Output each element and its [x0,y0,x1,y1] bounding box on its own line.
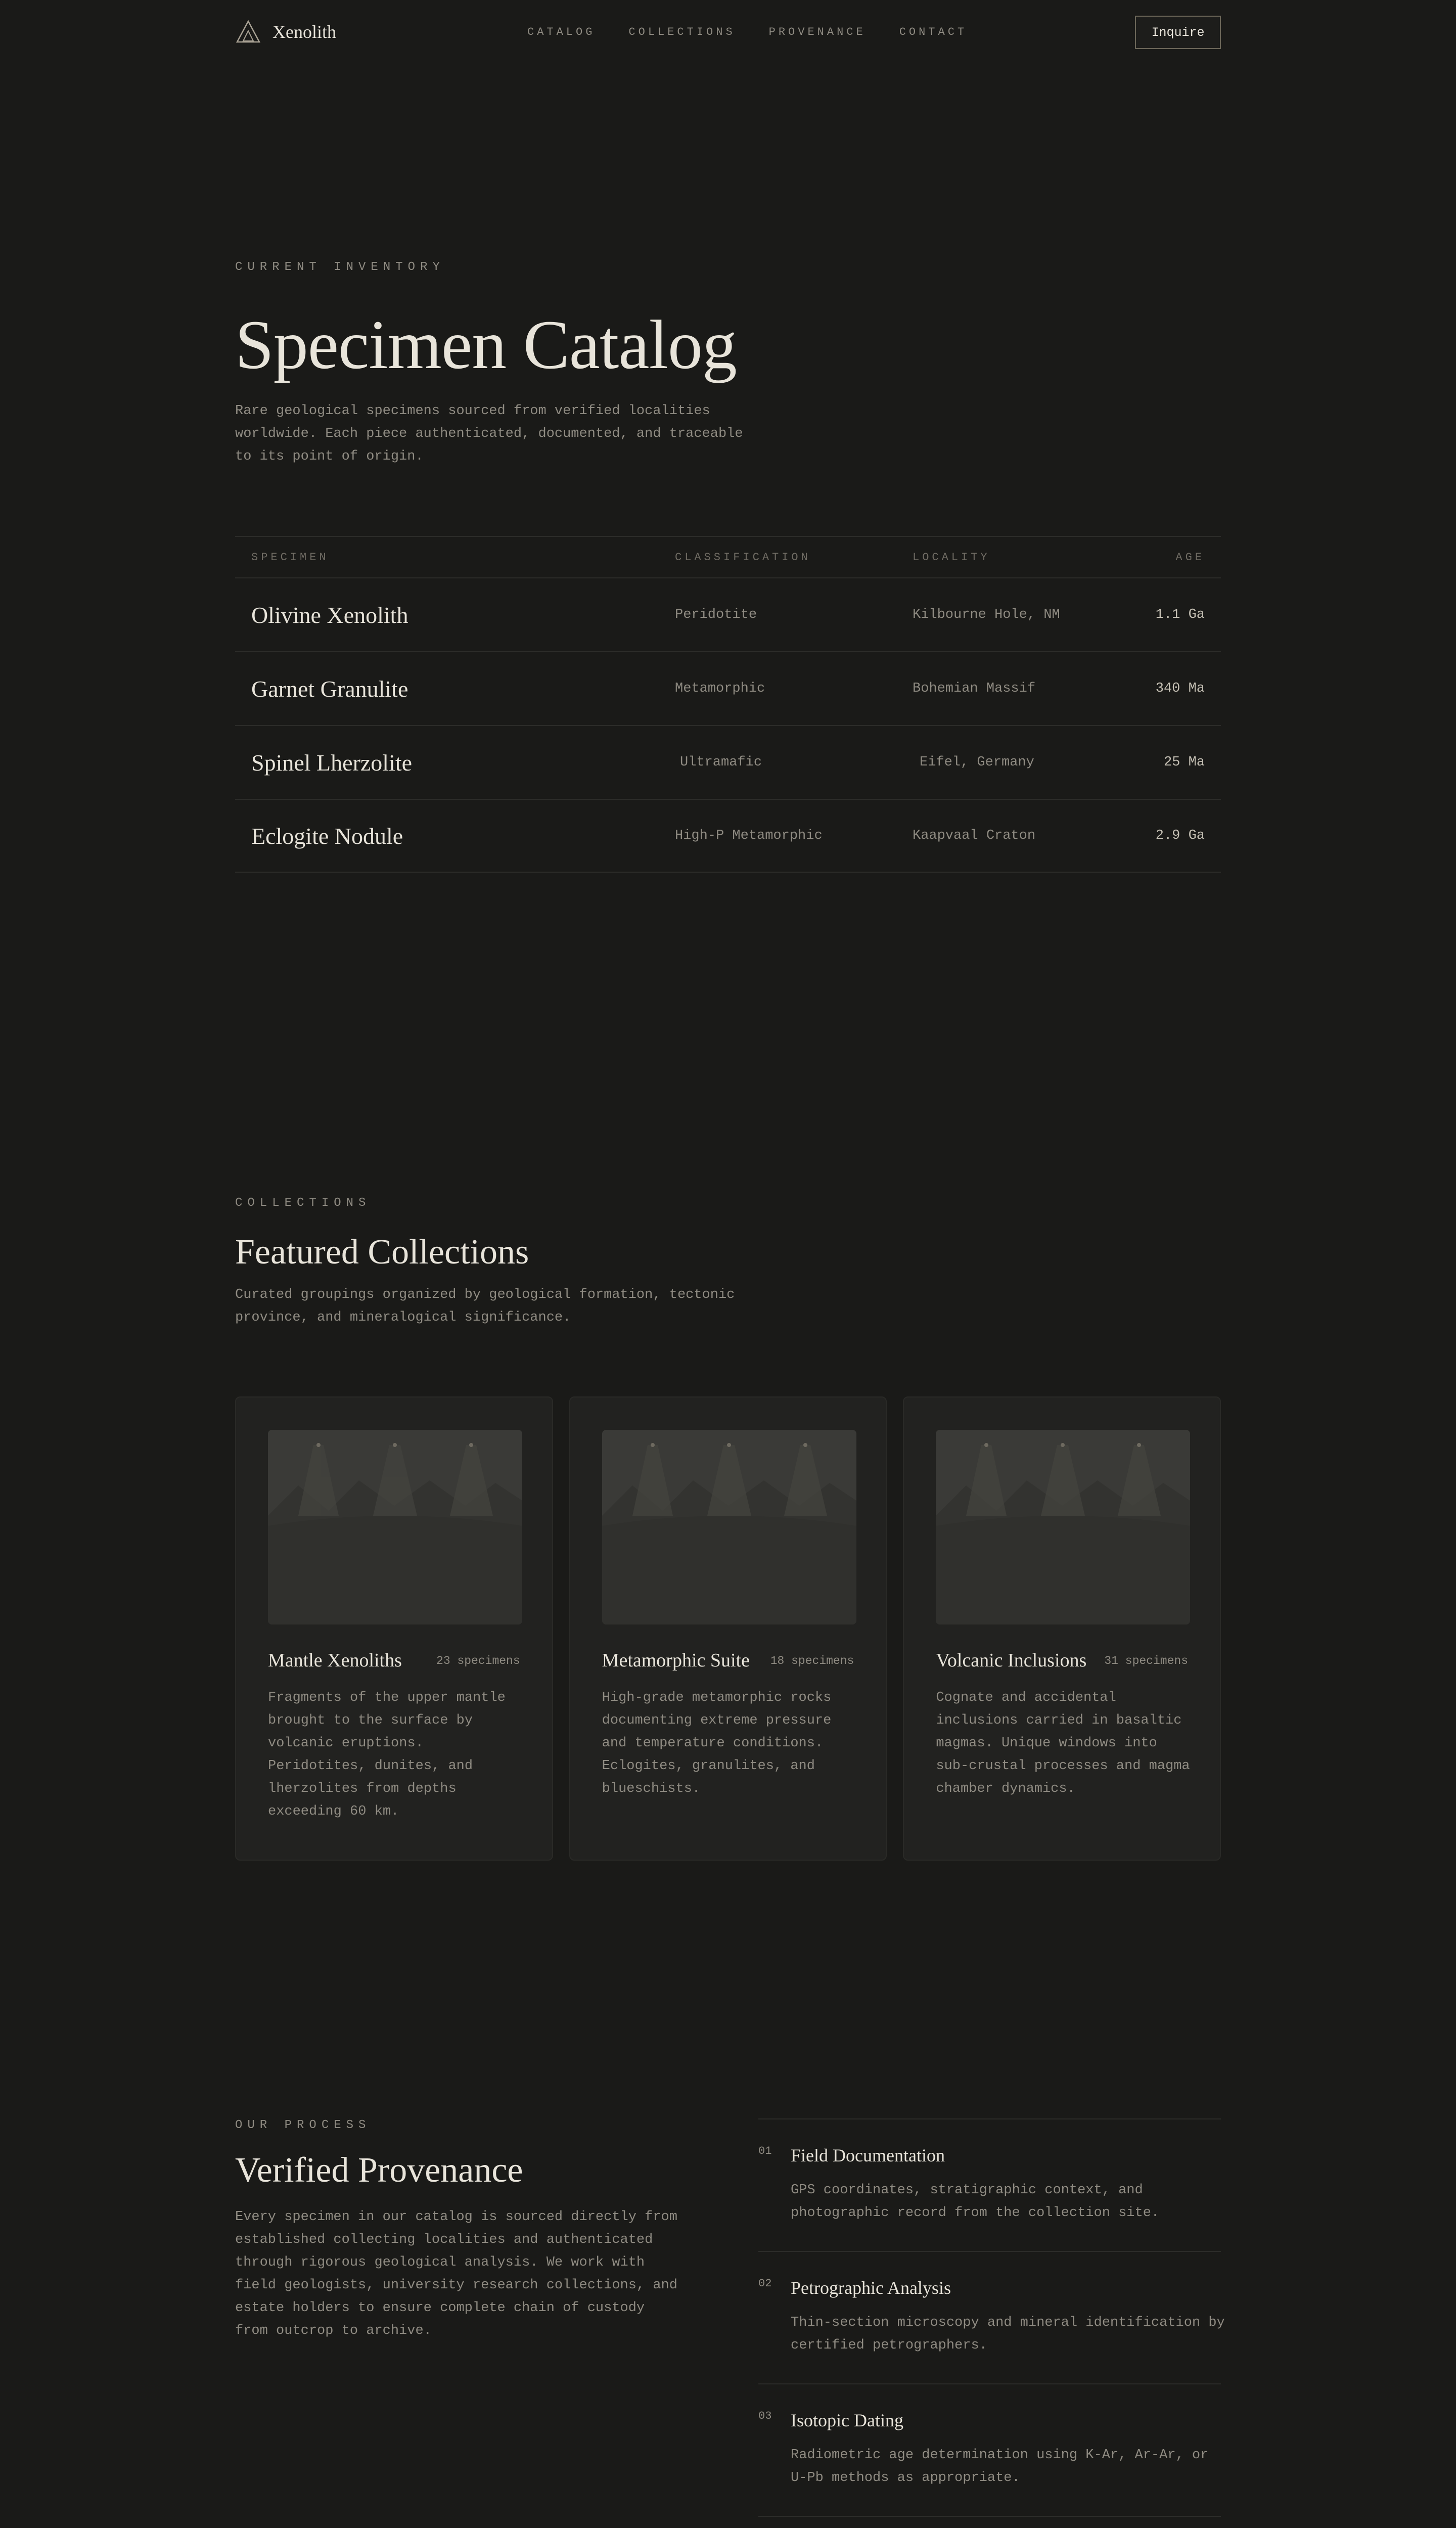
specimen-locality: Kilbourne Hole, NM [913,607,1060,622]
step-number: 03 [758,2410,772,2422]
hero-section [235,260,1221,468]
nav-link-provenance[interactable]: PROVENANCE [768,25,866,38]
specimen-locality: Eifel, Germany [920,755,1034,770]
specimen-age: 2.9 Ga [1155,828,1205,843]
process-step [758,2118,1221,2251]
triangle-logo-icon [235,19,261,45]
collection-image [268,1430,522,1624]
step-title: Isotopic Dating [791,2410,903,2430]
specimen-classification: Peridotite [675,607,757,622]
process-step [758,2516,1221,2528]
process-step [758,2251,1225,2383]
process-title: Verified Provenance [235,2151,523,2190]
specimen-classification: Metamorphic [675,681,765,696]
specimen-table [235,536,1221,873]
collection-card[interactable] [903,1396,1221,1861]
hero-eyebrow: CURRENT INVENTORY [235,260,445,274]
specimen-name: Spinel Lherzolite [251,749,413,776]
table-row[interactable] [235,651,1221,725]
top-nav [235,14,1221,50]
brand-link[interactable] [235,19,336,45]
step-description: GPS coordinates, stratigraphic context, and photographic record from the collection site. [791,2183,1160,2221]
specimen-age: 25 Ma [1163,755,1205,770]
process-steps [758,2118,1225,2528]
collection-description: High-grade metamorphic rocks documenting extreme pressure and temperature conditions. Eclogites, granulites, and blueschists. [602,1690,832,1796]
collection-image [936,1430,1190,1624]
collections-title: Featured Collections [235,1233,529,1272]
specimen-classification: Ultramafic [680,755,762,770]
step-number: 02 [758,2277,772,2290]
process-eyebrow: OUR PROCESS [235,2118,371,2132]
step-description: Radiometric age determination using K-Ar, Ar-Ar, or U-Pb methods as appropriate. [791,2448,1209,2486]
col-header-age: AGE [1175,551,1205,564]
step-description: Thin-section microscopy and mineral identification by certified petrographers. [791,2315,1225,2353]
table-row[interactable] [235,725,1221,799]
hero-description: Rare geological specimens sourced from verified localities worldwide. Each piece authenticated, documented, and traceable to its point of origin. [235,403,743,464]
collection-description: Cognate and accidental inclusions carried in basaltic magmas. Unique windows into sub-crustal processes and magma chamber dynamics. [936,1690,1190,1796]
specimen-locality: Bohemian Massif [913,681,1036,696]
collection-title: Volcanic Inclusions [936,1650,1087,1671]
collection-count: 31 specimens [1104,1654,1189,1667]
nav-links [527,26,967,38]
collection-cards [235,1396,1221,1861]
process-description: Every specimen in our catalog is sourced directly from established collecting localities and authenticated through rigorous geological analysis. We work with field geologists, university research collections, and estate holders to ensure complete chain of custody from outcrop to archive. [235,2209,677,2338]
page-title: Specimen Catalog [235,306,737,383]
table-header [235,536,1221,577]
collection-card[interactable] [235,1396,553,1861]
collection-title: Mantle Xenoliths [268,1650,402,1671]
specimen-name: Garnet Granulite [251,675,408,702]
specimen-locality: Kaapvaal Craton [913,828,1036,843]
specimen-age: 340 Ma [1155,681,1205,696]
step-number: 01 [758,2145,772,2157]
nav-link-catalog[interactable]: CATALOG [527,25,596,38]
step-title: Field Documentation [791,2145,945,2165]
specimen-name: Eclogite Nodule [251,823,403,849]
gallery-illustration-icon [268,1430,522,1624]
nav-link-collections[interactable]: COLLECTIONS [628,25,736,38]
collection-description: Fragments of the upper mantle brought to the surface by volcanic eruptions. Peridotites, dunites, and lherzolites from depths exceeding 60 km. [268,1690,506,1819]
brand-name: Xenolith [272,22,336,42]
table-row[interactable] [235,577,1221,651]
nav-link-contact[interactable]: CONTACT [899,25,968,38]
collection-count: 18 specimens [770,1654,854,1667]
specimen-name: Olivine Xenolith [251,602,408,628]
collection-image [602,1430,856,1624]
collection-count: 23 specimens [436,1654,520,1667]
step-title: Petrographic Analysis [791,2278,951,2298]
gallery-illustration-icon [602,1430,856,1624]
inquire-button[interactable]: Inquire [1135,16,1221,49]
collection-title: Metamorphic Suite [602,1650,750,1671]
process-step [758,2383,1221,2516]
col-header-locality: LOCALITY [913,551,990,564]
specimen-classification: High-P Metamorphic [675,828,823,843]
specimen-age: 1.1 Ga [1155,607,1205,622]
collections-eyebrow: COLLECTIONS [235,1196,371,1210]
gallery-illustration-icon [936,1430,1190,1624]
collection-card[interactable] [569,1396,887,1861]
collections-section [235,1196,1221,1329]
table-row[interactable] [235,799,1221,873]
col-header-specimen: SPECIMEN [251,551,329,564]
collections-description: Curated groupings organized by geological formation, tectonic province, and mineralogical significance. [235,1287,735,1325]
col-header-classification: CLASSIFICATION [675,551,811,564]
process-section [235,2118,690,2342]
